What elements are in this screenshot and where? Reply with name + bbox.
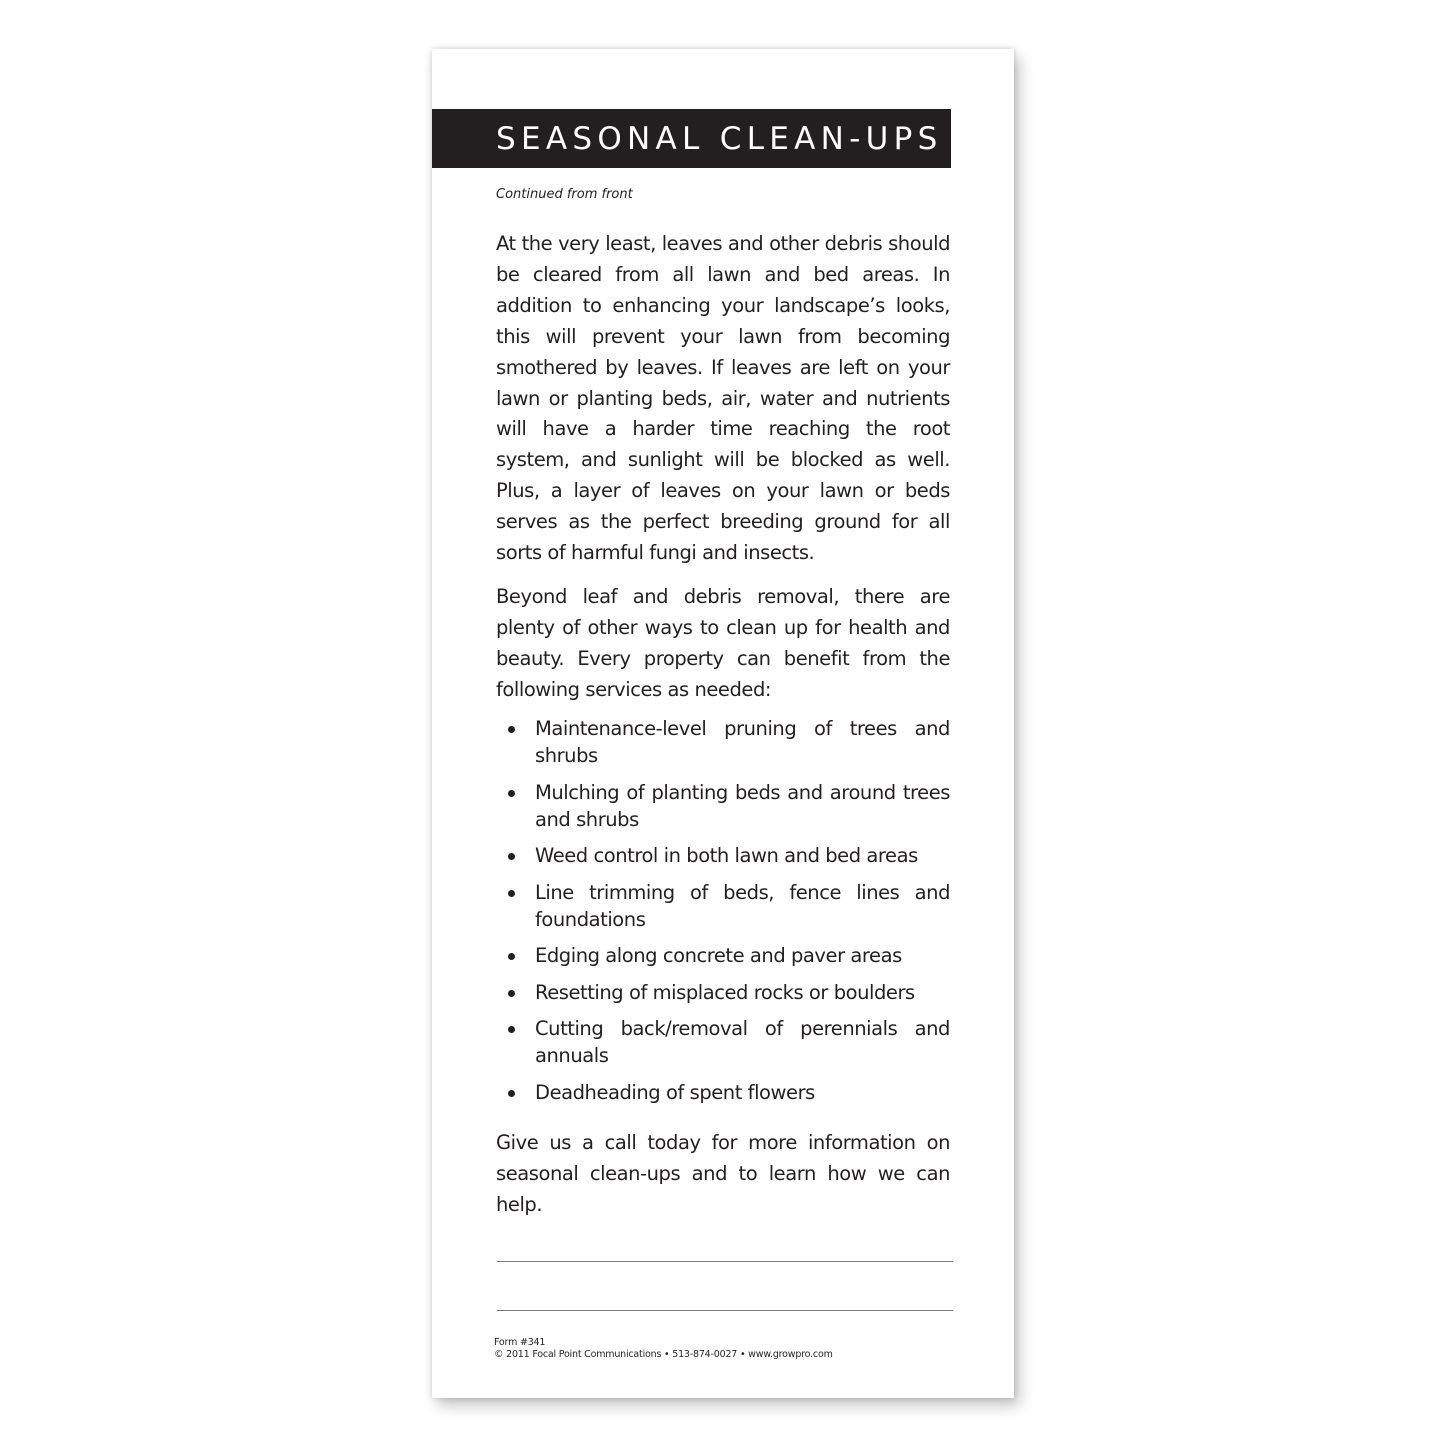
write-in-line <box>497 1310 953 1311</box>
bullet-icon <box>508 990 515 997</box>
bullet-icon <box>508 1090 515 1097</box>
list-item: Maintenance-level pruning of trees and shrubs <box>496 715 950 769</box>
list-item: Weed control in both lawn and bed areas <box>496 842 950 869</box>
list-item: Mulching of planting beds and around trees and shrubs <box>496 779 950 833</box>
services-list <box>496 715 950 1115</box>
list-item: Edging along concrete and paver areas <box>496 942 950 969</box>
bullet-icon <box>508 790 515 797</box>
write-in-line <box>497 1261 953 1262</box>
call-to-action-paragraph: Give us a call today for more information on seasonal clean-ups and to learn how we can help. <box>496 1131 950 1216</box>
page-title: SEASONAL CLEAN-UPS <box>496 121 943 157</box>
list-item: Line trimming of beds, fence lines and foundations <box>496 879 950 933</box>
bullet-icon <box>508 890 515 897</box>
form-number: Form #341 <box>494 1337 546 1348</box>
bullet-icon <box>508 726 515 733</box>
bullet-icon <box>508 953 515 960</box>
title-banner <box>432 109 951 168</box>
bullet-icon <box>508 853 515 860</box>
list-item: Resetting of misplaced rocks or boulders <box>496 979 950 1006</box>
intro-paragraph: At the very least, leaves and other debris should be cleared from all lawn and bed areas. In addition to enhancing your landscape’s looks, this will prevent your lawn from becoming smothered by leaves. If leaves are left on your lawn or planting beds, air, water and nutrients will have a harder time reaching the root system, and sunlight will be blocked as well. Plus, a layer of leaves on your lawn or beds serves as the perfect breeding ground for all sorts of harmful fungi and insects. <box>496 232 950 565</box>
bullet-icon <box>508 1026 515 1033</box>
continued-note: Continued from front <box>496 187 633 202</box>
list-item: Deadheading of spent flowers <box>496 1079 950 1106</box>
list-item: Cutting back/removal of perennials and annuals <box>496 1015 950 1069</box>
services-intro-paragraph: Beyond leaf and debris removal, there are plenty of other ways to clean up for health and beauty. Every property can benefit from the following services as needed: <box>496 585 950 701</box>
copyright-line: © 2011 Focal Point Communications • 513-874-0027 • www.growpro.com <box>494 1349 833 1360</box>
flyer-card <box>432 49 1014 1398</box>
footer <box>494 1337 833 1361</box>
